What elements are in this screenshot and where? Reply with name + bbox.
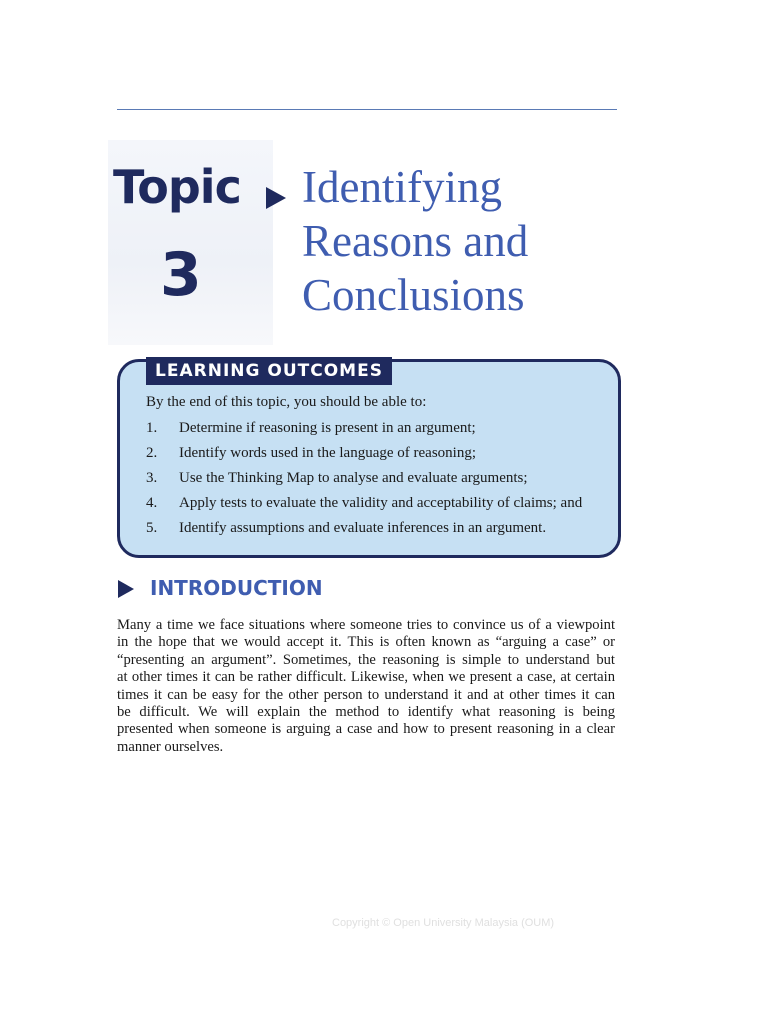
list-item xyxy=(146,443,582,468)
introduction-paragraph xyxy=(117,617,615,756)
paragraph-line: “presenting an argument”. Sometimes, the reasoning is simple to understand but xyxy=(117,651,615,668)
chapter-title xyxy=(302,160,622,322)
list-item xyxy=(146,468,582,493)
paragraph-line: be difficult. We will explain the method to identify what reasoning is being xyxy=(117,704,615,721)
list-item-number: 3. xyxy=(146,470,158,486)
arrow-right-icon xyxy=(266,187,286,209)
copyright-watermark: Copyright © Open University Malaysia (OUM) xyxy=(332,917,555,929)
list-item xyxy=(146,418,582,443)
list-item-number: 4. xyxy=(146,495,158,511)
list-item-text: Identify assumptions and evaluate inferences in an argument. xyxy=(179,520,547,536)
learning-outcomes-heading: LEARNING OUTCOMES xyxy=(146,357,392,385)
list-item-text: Identify words used in the language of reasoning; xyxy=(179,445,477,461)
chapter-title-line: Identifying xyxy=(302,162,502,212)
chapter-title-line: Reasons and xyxy=(302,216,529,266)
learning-outcomes-intro: By the end of this topic, you should be able to: xyxy=(146,394,427,410)
list-item-text: Determine if reasoning is present in an argument; xyxy=(179,420,476,436)
paragraph-line: manner ourselves. xyxy=(117,738,224,755)
section-arrow-icon xyxy=(118,580,134,598)
header-rule xyxy=(117,109,617,110)
list-item-text: Use the Thinking Map to analyse and evaluate arguments; xyxy=(179,470,528,486)
list-item xyxy=(146,493,582,518)
chapter-title-line: Conclusions xyxy=(302,270,525,320)
paragraph-line: at other times it can be rather difficult. Likewise, when we present a case, at certain xyxy=(117,669,615,686)
paragraph-line: Many a time we face situations where someone tries to convince us of a viewpoint xyxy=(117,617,615,633)
topic-number: 3 xyxy=(160,240,202,310)
paragraph-line: presented when someone is arguing a case and how to present reasoning in a clear xyxy=(117,721,615,738)
list-item-number: 5. xyxy=(146,520,158,536)
list-item xyxy=(146,518,582,543)
list-item-number: 2. xyxy=(146,445,158,461)
list-item-text: Apply tests to evaluate the validity and acceptability of claims; and xyxy=(179,495,583,511)
introduction-heading: INTRODUCTION xyxy=(150,576,323,600)
paragraph-line: in the hope that we would accept it. This is often known as “arguing a case” or xyxy=(117,634,615,651)
topic-label: Topic xyxy=(113,160,241,214)
learning-outcomes-list xyxy=(146,418,582,543)
list-item-number: 1. xyxy=(146,420,158,436)
paragraph-line: times it can be easy for the other person to understand it and at other times it can xyxy=(117,686,615,703)
